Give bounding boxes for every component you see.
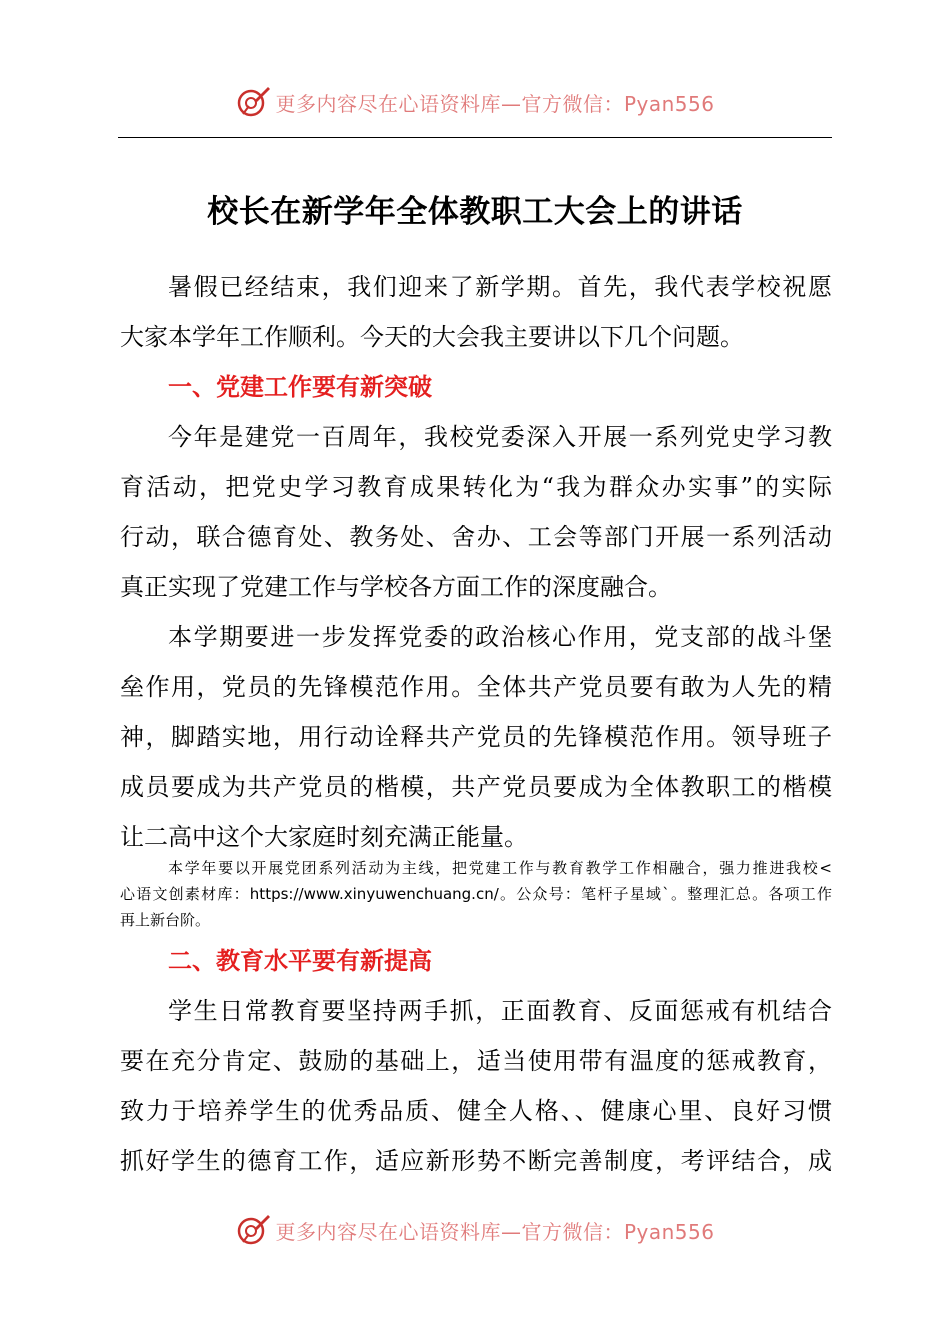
- page-title: 校长在新学年全体教职工大会上的讲话: [207, 194, 743, 230]
- watermark-text: 更多内容尽在心语资料库—官方微信：Pyan556: [275, 91, 715, 116]
- note-line-1: 本学年要以开展党团系列活动为主线，把党建工作与教育教学工作相融合，强力推进我校<: [168, 859, 832, 877]
- pen-quill-logo-icon: [235, 1212, 271, 1248]
- s2-p1-line-4: 抓好学生的德育工作，适应新形势不断完善制度，考评结合，成: [120, 1147, 832, 1175]
- s1-p1-line-4: 真正实现了党建工作与学校各方面工作的深度融合。: [120, 573, 672, 601]
- section-1-heading: 一、党建工作要有新突破: [168, 373, 432, 401]
- s2-p1-line-1: 学生日常教育要坚持两手抓，正面教育、反面惩戒有机结合: [168, 997, 832, 1025]
- s1-p2-line-2: 垒作用，党员的先锋模范作用。全体共产党员要有敢为人先的精: [120, 673, 832, 701]
- s1-p2-line-3: 神，脚踏实地，用行动诠释共产党员的先锋模范作用。领导班子: [120, 723, 832, 751]
- watermark-text: 更多内容尽在心语资料库—官方微信：Pyan556: [275, 1219, 715, 1244]
- s1-p1-line-1: 今年是建党一百周年，我校党委深入开展一系列党史学习教: [168, 423, 832, 451]
- s1-p2-line-4: 成员要成为共产党员的楷模，共产党员要成为全体教职工的楷模: [120, 773, 832, 801]
- s1-p2-line-1: 本学期要进一步发挥党委的政治核心作用，党支部的战斗堡: [168, 623, 832, 651]
- intro-line-2: 大家本学年工作顺利。今天的大会我主要讲以下几个问题。: [120, 323, 744, 351]
- header-rule: [118, 137, 832, 138]
- s1-p1-line-2: 育活动，把党史学习教育成果转化为“我为群众办实事”的实际: [120, 473, 832, 501]
- header-watermark: [0, 82, 950, 122]
- note-line-3: 再上新台阶。: [120, 911, 211, 929]
- s1-p1-line-3: 行动，联合德育处、教务处、舍办、工会等部门开展一系列活动: [120, 523, 832, 551]
- s2-p1-line-3: 致力于培养学生的优秀品质、健全人格、、健康心里、良好习惯: [120, 1097, 832, 1125]
- s1-p2-line-5: 让二高中这个大家庭时刻充满正能量。: [120, 823, 528, 851]
- section-2-heading: 二、教育水平要有新提高: [168, 947, 432, 975]
- s2-p1-line-2: 要在充分肯定、鼓励的基础上，适当使用带有温度的惩戒教育，: [120, 1047, 832, 1075]
- note-line-2: 心语文创素材库：https://www.xinyuwenchuang.cn/。公众号：笔杆子星域`。整理汇总。各项工作: [120, 885, 832, 903]
- intro-line-1: 暑假已经结束，我们迎来了新学期。首先，我代表学校祝愿: [168, 273, 832, 301]
- footer-watermark: [0, 1210, 950, 1250]
- pen-quill-logo-icon: [235, 84, 271, 120]
